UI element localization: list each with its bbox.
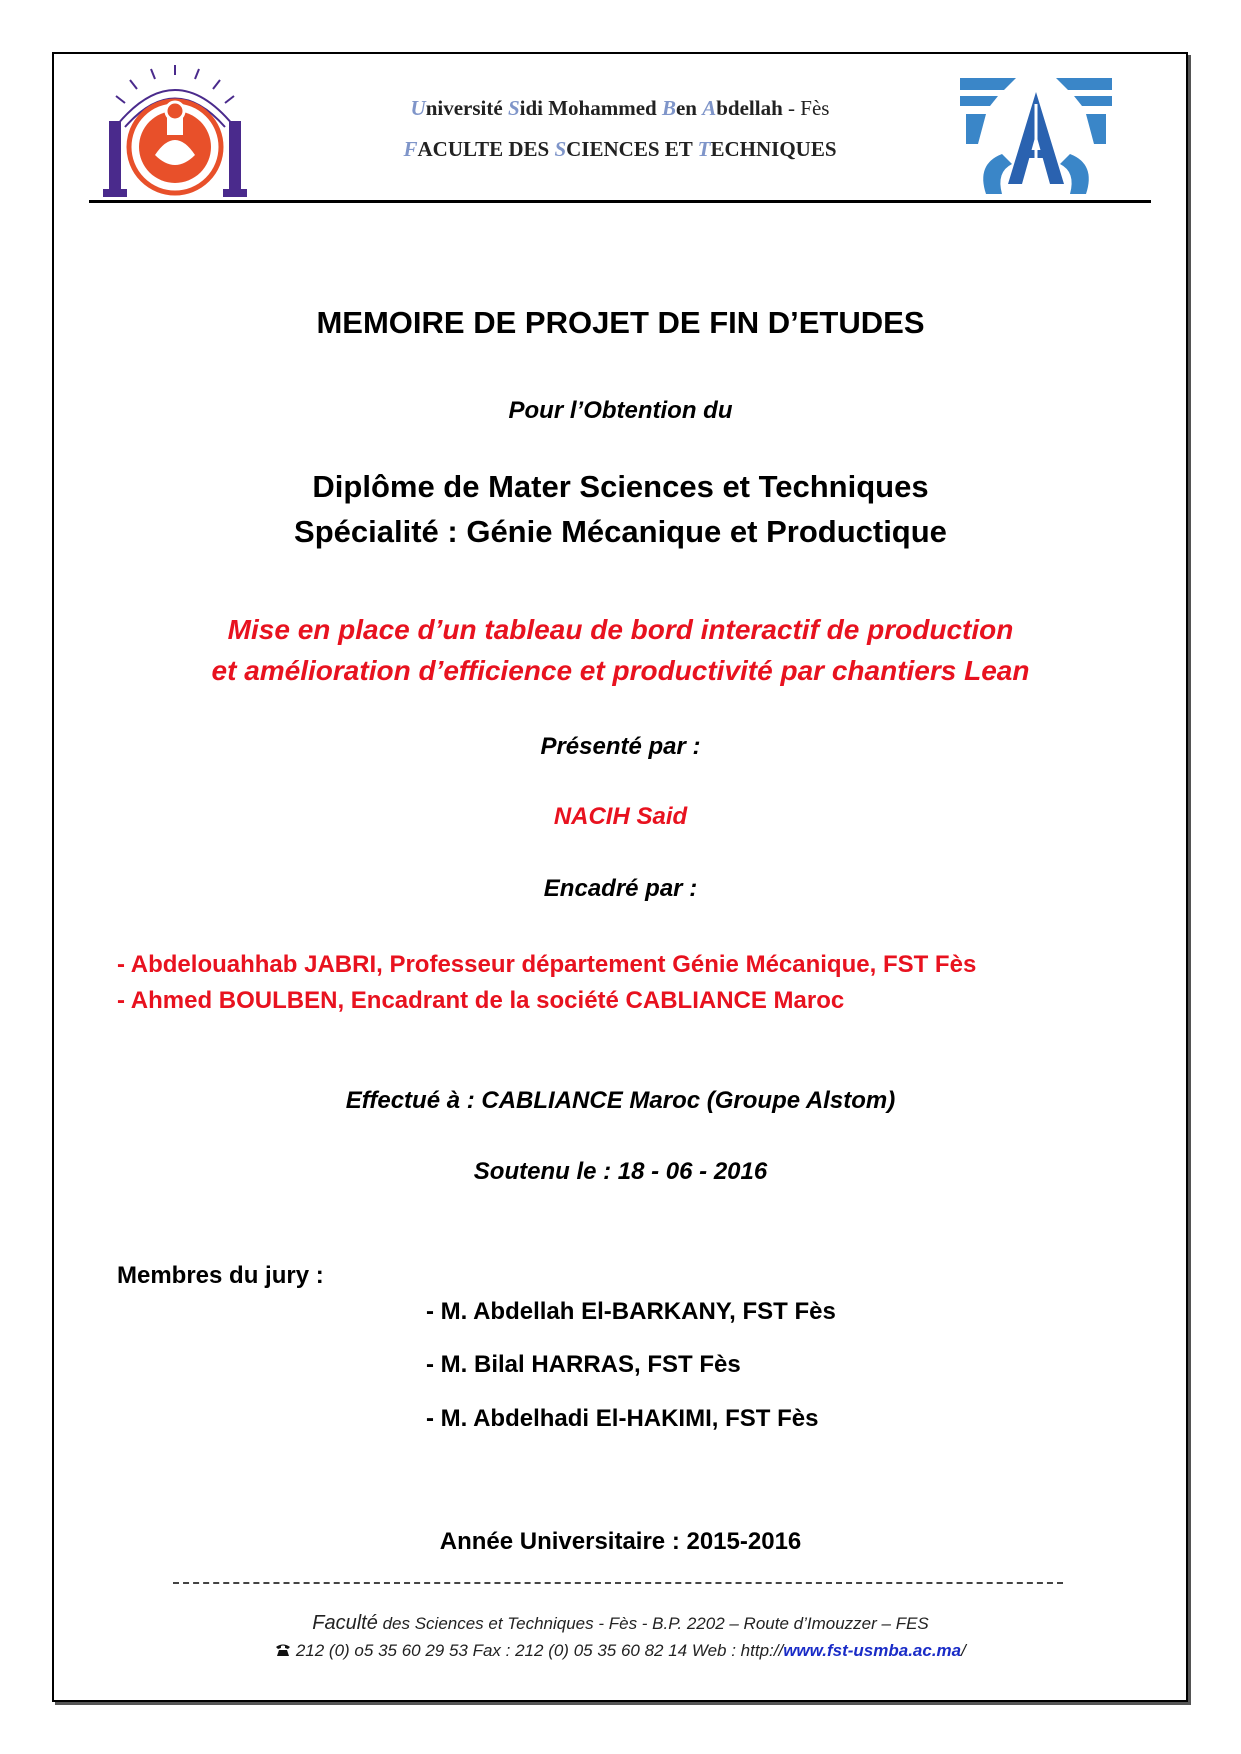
document-title: MEMOIRE DE PROJET DE FIN D’ETUDES xyxy=(316,305,925,340)
university-seal-icon xyxy=(95,65,255,200)
pour-obtention: Pour l’Obtention du xyxy=(508,397,733,424)
subject-line: et amélioration d’efficience et productivité par chantiers Lean xyxy=(211,655,1030,686)
page-header xyxy=(0,0,1241,210)
speciality-line: Spécialité : Génie Mécanique et Productique xyxy=(294,514,947,549)
jury-label: Membres du jury : xyxy=(117,1262,324,1289)
university-name: Université Sidi Mohammed Ben Abdellah - Fès xyxy=(410,96,830,120)
phone-icon xyxy=(275,1643,291,1657)
supervisors-list xyxy=(117,947,976,1019)
footer-address: Faculté des Sciences et Techniques - Fès - B.P. 2202 – Route d’Imouzzer – FES xyxy=(312,1612,929,1634)
jury-member: - M. Abdelhadi El-HAKIMI, FST Fès xyxy=(426,1405,819,1432)
supervised-label: Encadré par : xyxy=(543,875,698,902)
header-rule xyxy=(89,200,1151,203)
soutenu-line: Soutenu le : 18 - 06 - 2016 xyxy=(473,1158,768,1185)
jury-member: - M. Bilal HARRAS, FST Fès xyxy=(426,1351,741,1378)
faculty-name: FACULTE DES SCIENCES ET TECHNIQUES xyxy=(403,137,837,161)
website-link[interactable]: www.fst-usmba.ac.ma xyxy=(783,1641,962,1660)
fst-logo-icon xyxy=(956,74,1116,200)
jury-member: - M. Abdellah El-BARKANY, FST Fès xyxy=(426,1298,836,1325)
academic-year: Année Universitaire : 2015-2016 xyxy=(439,1528,802,1555)
footer-contact: 212 (0) o5 35 60 29 53 Fax : 212 (0) 05 35 60 82 14 Web : http://www.fst-usmba.ac.ma/ xyxy=(0,1641,1241,1661)
diploma-line: Diplôme de Mater Sciences et Techniques xyxy=(312,469,929,504)
subject-block xyxy=(0,609,1241,691)
diploma-block xyxy=(0,464,1241,554)
footer-divider xyxy=(173,1582,1063,1584)
subject-line: Mise en place d’un tableau de bord interactif de production xyxy=(227,614,1014,645)
supervisor-item: - Ahmed BOULBEN, Encadrant de la société CABLIANCE Maroc xyxy=(117,987,845,1014)
presented-label: Présenté par : xyxy=(540,733,701,760)
supervisor-item: - Abdelouahhab JABRI, Professeur département Génie Mécanique, FST Fès xyxy=(117,951,977,978)
effectue-line: Effectué à : CABLIANCE Maroc (Groupe Alstom) xyxy=(345,1087,896,1114)
author-name: NACIH Said xyxy=(553,803,688,830)
